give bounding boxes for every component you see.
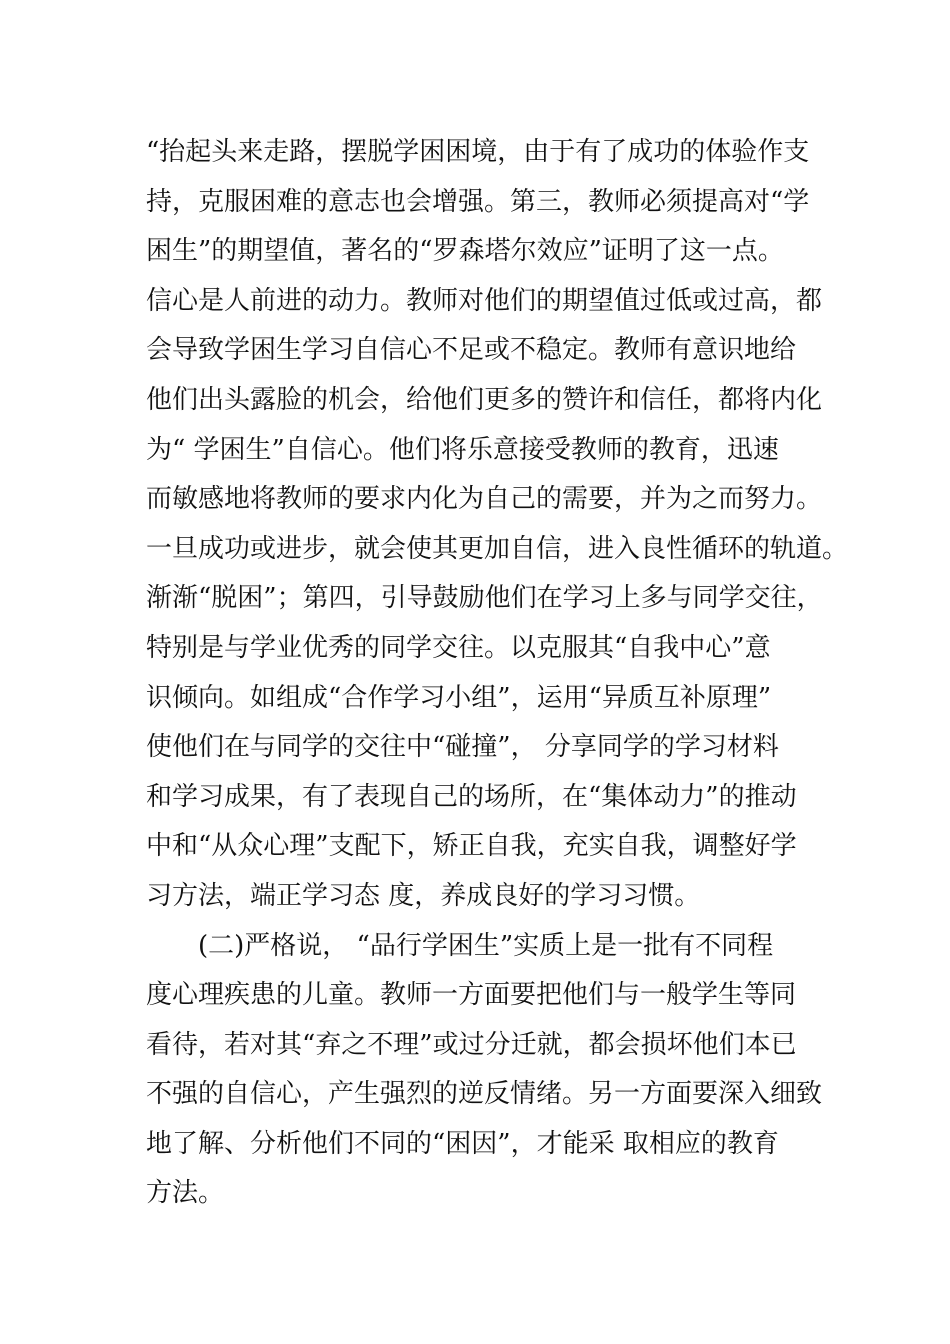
text-line: 使他们在与同学的交往中“碰撞”， 分享同学的学习材料 xyxy=(146,732,779,763)
text-line: 地了解、分析他们不同的“困因”，才能采 取相应的教育 xyxy=(146,1128,779,1159)
text-line: 方法。 xyxy=(146,1178,225,1209)
paragraph-2 xyxy=(146,922,823,1220)
text-line: (二)严格说， “品行学困生”实质上是一批有不同程 xyxy=(198,930,774,961)
text-line: 渐渐“脱困”；第四，引导鼓励他们在学习上多与同学交往， xyxy=(146,583,823,614)
text-line: “抬起头来走路，摆脱学困困境，由于有了成功的体验作支 xyxy=(146,137,810,167)
text-line: 不强的自信心，产生强烈的逆反情绪。另一方面要深入细致 xyxy=(146,1079,823,1110)
text-line: 习方法，端正学习态 度，养成良好的学习习惯。 xyxy=(146,880,701,911)
text-line: 中和“从众心理”支配下，矫正自我，充实自我，调整好学 xyxy=(146,831,797,862)
body-text xyxy=(146,128,849,1219)
text-line: 识倾向。如组成“合作学习小组”，运用“异质互补原理” xyxy=(146,682,772,713)
text-line: 一旦成功或进步，就会使其更加自信，进入良性循环的轨道。 xyxy=(146,533,849,564)
text-line: 和学习成果，有了表现自己的场所，在“集体动力”的推动 xyxy=(146,781,797,812)
text-line: 会导致学困生学习自信心不足或不稳定。教师有意识地给 xyxy=(146,335,797,366)
text-line: 他们出头露脸的机会，给他们更多的赞许和信任，都将内化 xyxy=(146,384,823,415)
text-line: 看待，若对其“弃之不理”或过分迁就，都会损坏他们本已 xyxy=(146,1029,797,1060)
paragraph-1 xyxy=(146,128,849,922)
text-line: 困生”的期望值，著名的“罗森塔尔效应”证明了这一点。 xyxy=(146,236,784,267)
text-line: 特别是与学业优秀的同学交往。以克服其“自我中心”意 xyxy=(146,632,771,663)
text-line: 而敏感地将教师的要求内化为自己的需要，并为之而努力。 xyxy=(146,484,823,515)
text-line: 信心是人前进的动力。教师对他们的期望值过低或过高，都 xyxy=(146,285,823,316)
text-line: 度心理疾患的儿童。教师一方面要把他们与一般学生等同 xyxy=(146,980,797,1011)
text-line: 持，克服困难的意志也会增强。第三，教师必须提高对“学 xyxy=(146,186,810,217)
text-line: 为“ 学困生”自信心。他们将乐意接受教师的教育，迅速 xyxy=(146,434,779,465)
